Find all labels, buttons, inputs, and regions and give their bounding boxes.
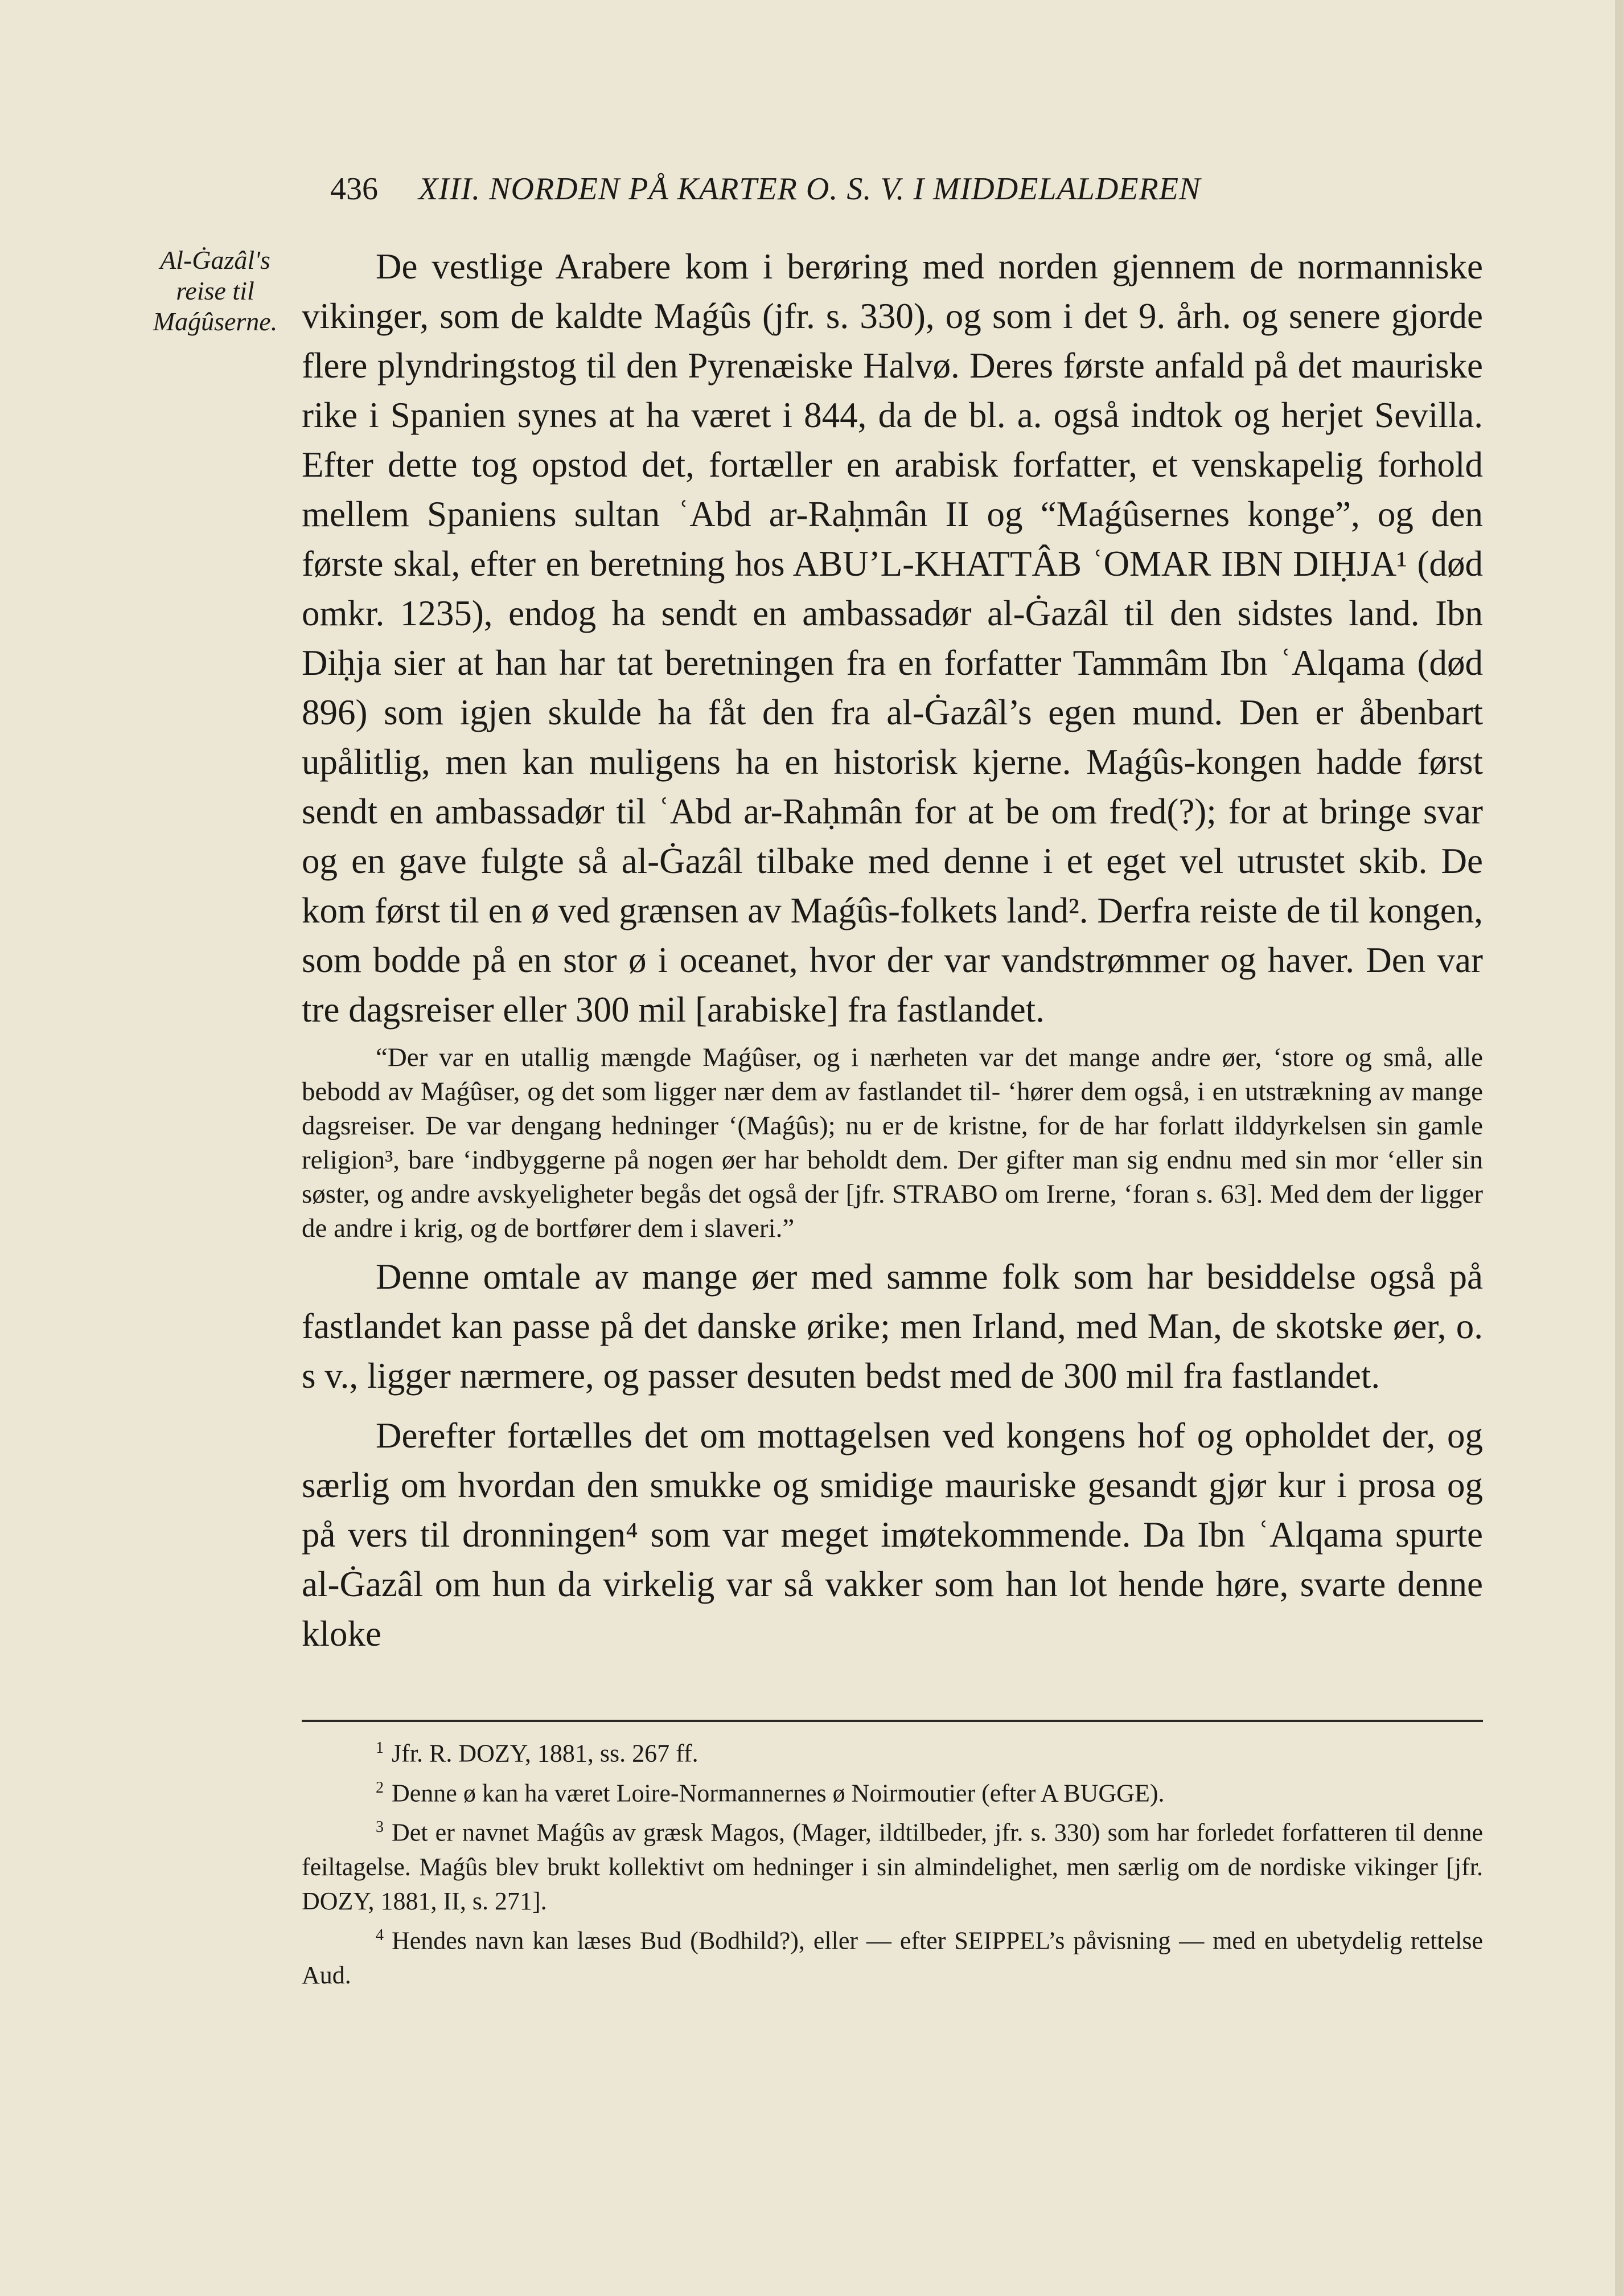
footnote-text: Jfr. R. DOZY, 1881, ss. 267 ff. [392, 1739, 698, 1768]
margin-note [130, 245, 301, 337]
body-paragraph: De vestlige Arabere kom i berøring med norden gjennem de normanniske vikinger, som de kaldte Maǵûs (jfr. s. 330), og som i det 9. årh. og senere gjorde flere plyndringstog til den Pyrenæiske Halvø. Deres første anfald på det mauriske rike i Spanien synes at ha været i 844, da de bl. a. også indtok og herjet Sevilla. Efter dette tog opstod det, fortæller en arabisk forfatter, et venskapelig forhold mellem Spaniens sultan ʿAbd ar-Raḥmân II og “Maǵûsernes konge”, og den første skal, efter en beretning hos ABU’L-KHATTÂB ʿOMAR IBN DIḤJA¹ (død omkr. 1235), endog ha sendt en ambassadør al-Ġazâl til den sidstes land. Ibn Diḥja sier at han har tat beretningen fra en forfatter Tammâm Ibn ʿAlqama (død 896) som igjen skulde ha fåt den fra al-Ġazâl’s egen mund. Den er åbenbart upålitlig, men kan muligens ha en historisk kjerne. Maǵûs-kongen hadde først sendt en ambassadør til ʿAbd ar-Raḥmân for at be om fred(?); for at bringe svar og en gave fulgte så al-Ġazâl tilbake med denne i et eget vel utrustet skib. De kom først til en ø ved grænsen av Maǵûs-folkets land². Derfra reiste de til kongen, som bodde på en stor ø i oceanet, hvor der var vandstrømmer og haver. Den var tre dagsreiser eller 300 mil [arabiske] fra fastlandet. [302, 247, 1483, 1030]
page-edge [1615, 0, 1623, 2296]
footnote-number: 4 [376, 1926, 384, 1944]
body-paragraph: Derefter fortælles det om mottagelsen ved kongens hof og opholdet der, og særlig om hvordan den smukke og smidige mauriske gesandt gjør kur i prosa og på vers til dronningen⁴ som var meget imøtekommende. Da Ibn ʿAlqama spurte al-Ġazâl om hun da virkelig var så vakker som han lot hende høre, svarte denne kloke [302, 1416, 1483, 1654]
main-text [302, 242, 1483, 1659]
margin-note-line: Maǵûserne. [153, 307, 278, 336]
footnote-number: 3 [376, 1818, 384, 1836]
footnote-text: Denne ø kan ha været Loire-Normannernes ø Noirmoutier (efter A BUGGE). [392, 1779, 1165, 1807]
margin-note-line: reise til [176, 276, 254, 305]
footnote-number: 2 [376, 1778, 384, 1797]
footnote [302, 1918, 1483, 1992]
footnote [302, 1731, 1483, 1771]
footnote [302, 1810, 1483, 1918]
running-head: XIII. NORDEN PÅ KARTER O. S. V. I MIDDELALDEREN [418, 171, 1201, 207]
footnote-rule [302, 1720, 1483, 1722]
margin-note-line: Al-Ġazâl's [160, 245, 270, 274]
body-paragraph: Denne omtale av mange øer med samme folk som har besiddelse også på fastlandet kan passe på det danske ørike; men Irland, med Man, de skotske øer, o. s v., ligger nærmere, og passer desuten bedst med de 300 mil fra fastlandet. [302, 1257, 1483, 1396]
page-header [305, 171, 1500, 216]
footnotes [302, 1731, 1483, 1992]
footnote-number: 1 [376, 1739, 384, 1757]
block-quote: “Der var en utallig mængde Maǵûser, og i nærheten var det mange andre øer, ‘store og små, alle bebodd av Maǵûser, og det som ligger nær dem av fastlandet til- ‘hører dem også, i en utstrækning av mange dagsreiser. De var dengang hedninger ‘(Maǵûs); nu er de kristne, for de har forlatt ilddyrkelsen sin gamle religion³, bare ‘indbyggerne på nogen øer har beholdt dem. Der gifter man sig endnu med sin mor ‘eller sin søster, og andre avskyeligheter begås det også der [jfr. STRABO om Irerne, ‘foran s. 63]. Med dem der ligger de andre i krig, og de bortfører dem i slaveri.” [302, 1043, 1483, 1243]
footnote-text: Hendes navn kan læses Bud (Bodhild?), eller — efter SEIPPEL’s påvisning — med en ubetydelig rettelse Aud. [302, 1926, 1483, 1989]
footnote [302, 1771, 1483, 1811]
footnote-text: Det er navnet Maǵûs av græsk Magos, (Mager, ildtilbeder, jfr. s. 330) som har forledet forfatteren til denne feiltagelse. Maǵûs blev brukt kollektivt om hedninger i sin almindelighet, men særlig om de nordiske vikinger [jfr. DOZY, 1881, II, s. 271]. [302, 1818, 1483, 1915]
page-number: 436 [330, 171, 378, 207]
